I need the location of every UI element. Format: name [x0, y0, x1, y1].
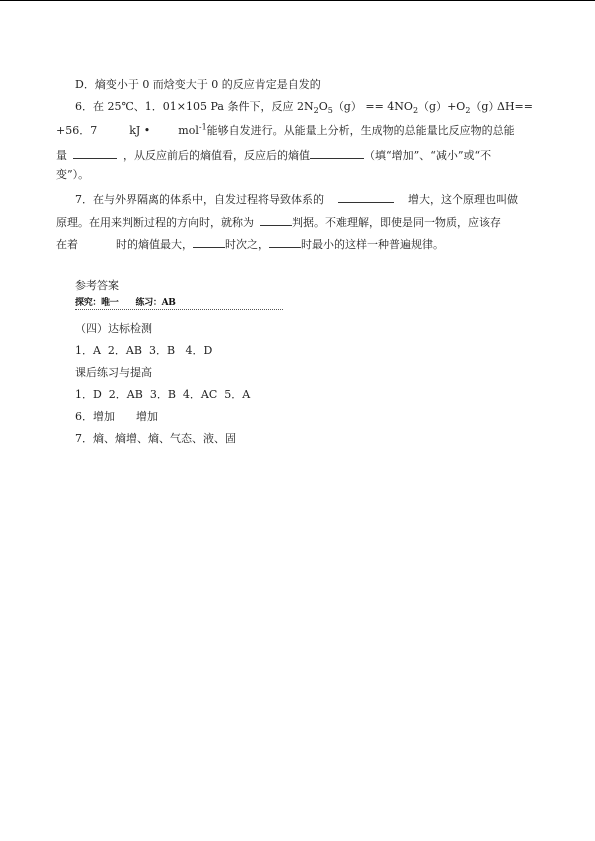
- q6-formula-part: （g）: [470, 100, 500, 113]
- answers-section-four-list: [75, 344, 212, 358]
- q6-line-3-text: 量: [56, 149, 67, 162]
- q6-delta-h-text: ΔH==: [497, 100, 533, 113]
- answers-explore-line: [75, 297, 283, 310]
- answers-heading-text: 参考答案: [75, 279, 119, 292]
- answers-after-class-list: [75, 388, 250, 402]
- answers-after-class-values: 1．D 2．AB 3．B 4．AC 5．A: [75, 388, 251, 401]
- q7-line-1: [75, 191, 518, 207]
- q6-delta-h: [497, 100, 533, 114]
- q7-line-3-text: 在着: [56, 238, 78, 251]
- q6-blank-energy[interactable]: [73, 147, 117, 159]
- q6-line-4: [56, 168, 89, 182]
- q6-line-2-text: 能够自发进行。从能量上分析，生成物的总能量比反应物的总能: [206, 124, 515, 137]
- q6-subscript: 2: [313, 106, 319, 116]
- q6-formula-part: （g） == 4NO: [332, 100, 413, 113]
- q6-enthalpy-value: +56．7: [56, 124, 98, 137]
- q7-line-2: [56, 214, 501, 230]
- q6-unit-superscript: -1: [198, 122, 207, 132]
- answers-after-class-text: 课后练习与提高: [75, 366, 152, 379]
- q6-blank-entropy[interactable]: [310, 147, 364, 159]
- q6-unit-mol: mol: [178, 124, 199, 137]
- q6-subscript: 2: [412, 106, 419, 116]
- q7-blank-solid[interactable]: [269, 236, 301, 248]
- q6-lead-text: 6．在 25℃、1．01×105 Pa 条件下，反应 2N: [75, 100, 314, 113]
- q6-line-3: [56, 147, 491, 163]
- q6-line-2: [56, 124, 515, 138]
- answers-explore-text: 探究：唯一 练习：AB: [75, 298, 176, 308]
- q6-unit-kj: kJ •: [129, 124, 151, 137]
- q6-line-4-text: 变”）。: [56, 168, 90, 181]
- answers-heading: [75, 279, 119, 293]
- q6-line-3-text: ，从反应前后的熵值看，反应后的熵值: [123, 149, 310, 162]
- q7-line-2-text: 判据。不难理解，即使是同一物质，应该存: [292, 216, 501, 229]
- q7-line-2-text: 原理。在用来判断过程的方向时，就称为: [56, 216, 254, 229]
- answers-section-four-values: 1．A 2．AB 3．B 4．D: [75, 344, 213, 357]
- q5-option-d: [75, 78, 321, 92]
- q6-subscript: 5: [327, 106, 333, 116]
- answers-q6: [75, 410, 158, 424]
- answers-q6-text: 6．增加 增加: [75, 410, 158, 423]
- answers-after-class: [75, 366, 152, 380]
- answers-section-four: [75, 322, 152, 336]
- q7-line-3: [56, 236, 444, 252]
- q7-blank-criterion[interactable]: [260, 214, 292, 226]
- q7-line-3-text: 时最小的这样一种普遍规律。: [301, 238, 444, 251]
- q6-formula-part: （g）+O: [418, 100, 466, 113]
- q7-line-1-text: 7．在与外界隔离的体系中，自发过程将导致体系的: [75, 193, 324, 206]
- q7-line-1-text: 增大，这个原理也叫做: [408, 193, 518, 206]
- q6-formula-part: O: [318, 100, 328, 113]
- q7-blank-entropy[interactable]: [338, 191, 394, 203]
- q6-subscript: 2: [465, 106, 471, 116]
- q6-line-1: [75, 100, 499, 114]
- answers-q7-text: 7．熵、熵增、熵、气态、液、固: [75, 432, 236, 445]
- page-top-rule: [0, 0, 595, 1]
- q6-line-3-text: （填“增加”、“减小”或“不: [364, 149, 492, 162]
- q7-line-3-text: 时次之，: [225, 238, 269, 251]
- q7-line-3-text: 时的熵值最大，: [116, 238, 193, 251]
- q7-blank-liquid[interactable]: [193, 236, 225, 248]
- answers-q7: [75, 432, 236, 446]
- q5-option-d-text: D．熵变小于 0 而焓变大于 0 的反应肯定是自发的: [75, 78, 321, 91]
- answers-section-four-text: （四）达标检测: [75, 322, 152, 335]
